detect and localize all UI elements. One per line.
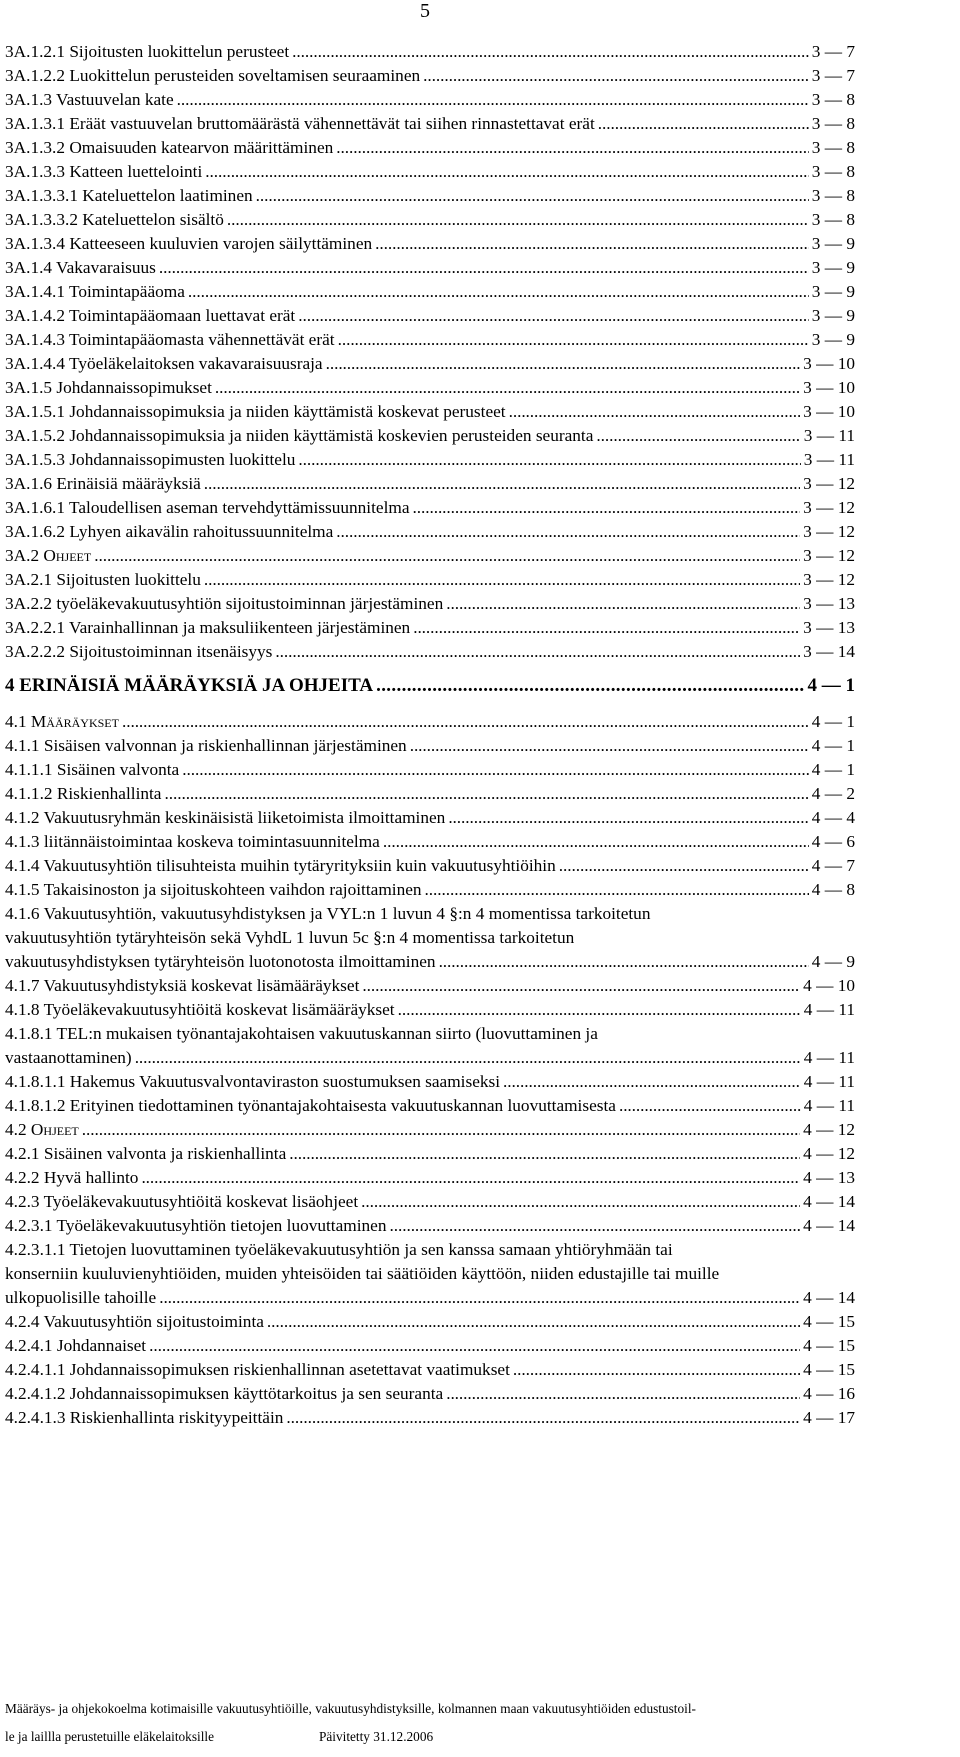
toc-entry[interactable] bbox=[5, 400, 855, 424]
toc-entry-title: 3A.1.4.2 Toimintapääomaan luettavat erät bbox=[5, 306, 296, 325]
page-number: 5 bbox=[420, 0, 430, 22]
toc-entry-page: 4 — 11 bbox=[803, 1048, 855, 1067]
toc-entry-page: 4 — 11 bbox=[803, 1000, 855, 1019]
toc-entry-title: 3A.1.5.3 Johdannaissopimusten luokittelu bbox=[5, 450, 296, 469]
toc-entry[interactable] bbox=[5, 544, 855, 568]
toc-entry-page: 3 — 10 bbox=[803, 378, 855, 397]
toc-entry-page: 3 — 10 bbox=[803, 354, 855, 373]
toc-entry-title: 4.1.8.1.2 Erityinen tiedottaminen työnantajakohtaisesta vakuutuskannan luovuttamisesta bbox=[5, 1096, 616, 1115]
toc-entry-4-1-6[interactable] bbox=[5, 902, 855, 974]
dot-leader bbox=[182, 758, 809, 782]
toc-entry-line: 4.2.3.1.1 Tietojen luovuttaminen työeläkevakuutusyhtiön ja sen kanssa samaan yhtiöryhmään tai bbox=[5, 1240, 673, 1259]
toc-entry-title: 4.2 Ohjeet bbox=[5, 1120, 79, 1139]
toc-entry-page: 4 — 11 bbox=[803, 1072, 855, 1091]
toc-entry-page: 3 — 9 bbox=[811, 330, 855, 349]
dot-leader bbox=[376, 674, 804, 698]
toc-entry-line: vakuutusyhtiön tytäryhteisön sekä VyhdL 1 luvun 5c §:n 4 momentissa tarkoitetun bbox=[5, 928, 575, 947]
toc-entry-title: 4.2.2 Hyvä hallinto bbox=[5, 1168, 139, 1187]
toc-entry[interactable] bbox=[5, 782, 855, 806]
toc-entry-page: 4 — 4 bbox=[811, 808, 855, 827]
toc-entry[interactable] bbox=[5, 806, 855, 830]
toc-entry-title: 3A.2 Ohjeet bbox=[5, 546, 92, 565]
toc-entry-page: 4 — 13 bbox=[803, 1168, 855, 1187]
toc-entry-title: 3A.1.4.3 Toimintapääomasta vähennettävät erät bbox=[5, 330, 335, 349]
toc-entry-title: 3A.1.3.3.1 Kateluettelon laatiminen bbox=[5, 186, 253, 205]
toc-entry-title: 4.1.1.1 Sisäinen valvonta bbox=[5, 760, 180, 779]
dot-leader bbox=[338, 328, 809, 352]
toc-entry-title: 4.2.4.1 Johdannaiset bbox=[5, 1336, 147, 1355]
toc-entry-title: 3A.1.4.4 Työeläkelaitoksen vakavaraisuusraja bbox=[5, 354, 323, 373]
toc-entry-page: 4 — 14 bbox=[803, 1216, 855, 1235]
dot-leader bbox=[448, 806, 808, 830]
toc-entry[interactable] bbox=[5, 568, 855, 592]
toc-entry-page: 4 — 9 bbox=[811, 952, 855, 971]
toc-entry-page: 4 — 10 bbox=[803, 976, 855, 995]
toc-entry-title: 4.2.3.1 Työeläkevakuutusyhtiön tietojen luovuttaminen bbox=[5, 1216, 387, 1235]
toc-entry-page: 3 — 8 bbox=[811, 114, 855, 133]
dot-leader bbox=[215, 376, 800, 400]
toc-entry-4-1-8-1[interactable] bbox=[5, 1022, 855, 1070]
toc-entry[interactable] bbox=[5, 710, 855, 734]
toc-entry-title: 3A.1.5 Johdannaissopimukset bbox=[5, 378, 212, 397]
toc-entry-title: 4.2.4.1.1 Johdannaissopimuksen riskienhallinnan asetettavat vaatimukset bbox=[5, 1360, 510, 1379]
toc-entry-title: 4.1.8 Työeläkevakuutusyhtiöitä koskevat lisämääräykset bbox=[5, 1000, 395, 1019]
dot-leader bbox=[413, 496, 801, 520]
toc-entry-page: 3 — 8 bbox=[811, 186, 855, 205]
toc-section-4-1-7 bbox=[5, 974, 855, 1022]
toc-entry[interactable] bbox=[5, 878, 855, 902]
toc-entry-title: 3A.1.4.1 Toimintapääoma bbox=[5, 282, 185, 301]
dot-leader bbox=[204, 568, 800, 592]
toc-entry[interactable] bbox=[5, 1358, 855, 1382]
dot-leader bbox=[267, 1310, 800, 1334]
toc-entry-title: 3A.1.3.1 Eräät vastuuvelan bruttomäärästä vähennettävät tai siihen rinnastettavat erät bbox=[5, 114, 595, 133]
dot-leader bbox=[177, 88, 809, 112]
dot-leader bbox=[598, 112, 809, 136]
dot-leader bbox=[256, 184, 809, 208]
dot-leader bbox=[275, 640, 800, 664]
toc-entry[interactable] bbox=[5, 1190, 855, 1214]
toc-entry-page: 3 — 14 bbox=[803, 642, 855, 661]
toc-heading-page: 4 — 1 bbox=[807, 675, 855, 696]
toc-entry-line: 4.1.8.1 TEL:n mukaisen työnantajakohtaisen vakuutuskannan siirto (luovuttaminen ja bbox=[5, 1024, 598, 1043]
toc-entry[interactable] bbox=[5, 448, 855, 472]
dot-leader bbox=[446, 592, 800, 616]
toc-section-4-1-8-1-1 bbox=[5, 1070, 855, 1238]
toc-entry-title: 4.1.3 liitännäistoimintaa koskeva toimintasuunnitelma bbox=[5, 832, 380, 851]
toc-entry[interactable] bbox=[5, 616, 855, 640]
toc-entry-page: 3 — 9 bbox=[811, 234, 855, 253]
toc-entry-page: 4 — 1 bbox=[811, 736, 855, 755]
dot-leader bbox=[596, 424, 800, 448]
toc-entry-page: 4 — 7 bbox=[811, 856, 855, 875]
toc-entry[interactable] bbox=[5, 64, 855, 88]
toc-entry-title: 3A.1.6.2 Lyhyen aikavälin rahoitussuunnitelma bbox=[5, 522, 334, 541]
toc-entry-title: 3A.2.1 Sijoitusten luokittelu bbox=[5, 570, 201, 589]
toc-entry-page: 4 — 2 bbox=[811, 784, 855, 803]
toc-entry[interactable] bbox=[5, 328, 855, 352]
dot-leader bbox=[204, 472, 800, 496]
dot-leader bbox=[398, 998, 801, 1022]
toc-section-4-2-4 bbox=[5, 1310, 855, 1430]
toc-entry[interactable] bbox=[5, 232, 855, 256]
dot-leader bbox=[559, 854, 809, 878]
dot-leader bbox=[326, 352, 801, 376]
table-of-contents bbox=[5, 40, 855, 1430]
toc-entry-title: 3A.1.2.1 Sijoitusten luokittelun perusteet bbox=[5, 42, 290, 61]
dot-leader bbox=[619, 1094, 801, 1118]
toc-entry[interactable] bbox=[5, 304, 855, 328]
toc-heading-title: 4 ERINÄISIÄ MÄÄRÄYKSIÄ JA OHJEITA bbox=[5, 675, 374, 696]
toc-heading[interactable] bbox=[5, 674, 855, 700]
toc-entry-title: 3A.1.6 Erinäisiä määräyksiä bbox=[5, 474, 201, 493]
toc-entry-line: 4.1.6 Vakuutusyhtiön, vakuutusyhdistyksen ja VYL:n 1 luvun 4 §:n 4 momentissa tarkoitetun bbox=[5, 904, 651, 923]
toc-entry[interactable] bbox=[5, 1070, 855, 1094]
dot-leader bbox=[383, 830, 809, 854]
dot-leader bbox=[94, 544, 800, 568]
toc-entry-title: 3A.1.3 Vastuuvelan kate bbox=[5, 90, 174, 109]
dot-leader bbox=[425, 878, 809, 902]
toc-entry[interactable] bbox=[5, 256, 855, 280]
toc-entry[interactable] bbox=[5, 1094, 855, 1118]
toc-entry[interactable] bbox=[5, 640, 855, 664]
toc-entry[interactable] bbox=[5, 472, 855, 496]
toc-entry-title: 4.1.1 Sisäisen valvonnan ja riskienhallinnan järjestäminen bbox=[5, 736, 407, 755]
dot-leader bbox=[336, 136, 809, 160]
toc-entry-title: 3A.1.6.1 Taloudellisen aseman tervehdyttämissuunnitelma bbox=[5, 498, 410, 517]
dot-leader bbox=[227, 208, 809, 232]
toc-entry-page: 4 — 12 bbox=[803, 1120, 855, 1139]
dot-leader bbox=[82, 1118, 800, 1142]
dot-leader bbox=[410, 734, 809, 758]
dot-leader bbox=[423, 64, 809, 88]
toc-entry-page: 4 — 15 bbox=[803, 1360, 855, 1379]
toc-entry-page: 3 — 9 bbox=[811, 306, 855, 325]
toc-entry[interactable] bbox=[5, 136, 855, 160]
toc-entry-title: 4.2.3 Työeläkevakuutusyhtiöitä koskevat lisäohjeet bbox=[5, 1192, 359, 1211]
dot-leader bbox=[439, 950, 809, 974]
toc-entry[interactable] bbox=[5, 208, 855, 232]
toc-entry[interactable] bbox=[5, 1166, 855, 1190]
toc-entry[interactable] bbox=[5, 830, 855, 854]
toc-entry[interactable] bbox=[5, 1382, 855, 1406]
toc-entry-title: 4.2.4 Vakuutusyhtiön sijoitustoiminta bbox=[5, 1312, 264, 1331]
dot-leader bbox=[509, 400, 801, 424]
dot-leader bbox=[336, 520, 800, 544]
toc-entry-page: 4 — 14 bbox=[803, 1288, 855, 1307]
dot-leader bbox=[159, 1286, 800, 1310]
toc-entry-title: 4.2.4.1.3 Riskienhallinta riskityypeittäin bbox=[5, 1408, 284, 1427]
toc-entry-title: 3A.1.3.4 Katteeseen kuuluvien varojen säilyttäminen bbox=[5, 234, 373, 253]
toc-entry-title: 4.1.4 Vakuutusyhtiön tilisuhteista muihin tytäryrityksiin kuin vakuutusyhtiöihin bbox=[5, 856, 556, 875]
toc-entry[interactable] bbox=[5, 88, 855, 112]
toc-entry-line: vastaanottaminen) bbox=[5, 1048, 132, 1067]
toc-entry-title: 4.1.5 Takaisinoston ja sijoituskohteen vaihdon rajoittaminen bbox=[5, 880, 422, 899]
toc-entry-title: 3A.1.2.2 Luokittelun perusteiden soveltamisen seuraaminen bbox=[5, 66, 421, 85]
dot-leader bbox=[159, 256, 809, 280]
toc-entry-page: 3 — 12 bbox=[803, 474, 855, 493]
dot-leader bbox=[375, 232, 809, 256]
toc-entry[interactable] bbox=[5, 376, 855, 400]
toc-section-3a bbox=[5, 40, 855, 664]
toc-entry-line: vakuutusyhdistyksen tytäryhteisön luotonotosta ilmoittaminen bbox=[5, 952, 436, 971]
toc-entry[interactable] bbox=[5, 998, 855, 1022]
toc-entry-title: 3A.2.2.1 Varainhallinnan ja maksuliikenteen järjestäminen bbox=[5, 618, 411, 637]
toc-entry[interactable] bbox=[5, 1334, 855, 1358]
toc-entry[interactable] bbox=[5, 352, 855, 376]
toc-entry[interactable] bbox=[5, 424, 855, 448]
toc-entry-page: 3 — 7 bbox=[811, 66, 855, 85]
toc-entry[interactable] bbox=[5, 1142, 855, 1166]
toc-entry-title: 3A.1.3.3.2 Kateluettelon sisältö bbox=[5, 210, 224, 229]
dot-leader bbox=[513, 1358, 800, 1382]
toc-entry[interactable] bbox=[5, 734, 855, 758]
toc-entry-title: 3A.1.3.3 Katteen luettelointi bbox=[5, 162, 203, 181]
footer-line-1: Määräys- ja ohjekokoelma kotimaisille vakuutusyhtiöille, vakuutusyhdistyksille, kolmannen maan vakuutusyhtiöiden edustustoil- bbox=[5, 1701, 696, 1716]
toc-entry-page: 3 — 9 bbox=[811, 282, 855, 301]
toc-entry-page: 4 — 12 bbox=[803, 1144, 855, 1163]
dot-leader bbox=[188, 280, 809, 304]
dot-leader bbox=[298, 304, 809, 328]
toc-entry-title: 4.2.1 Sisäinen valvonta ja riskienhallinta bbox=[5, 1144, 287, 1163]
toc-entry-page: 4 — 6 bbox=[811, 832, 855, 851]
toc-entry-page: 3 — 12 bbox=[803, 498, 855, 517]
toc-entry[interactable] bbox=[5, 40, 855, 64]
toc-entry-title: 4.1.8.1.1 Hakemus Vakuutusvalvontaviraston suostumuksen saamiseksi bbox=[5, 1072, 501, 1091]
toc-entry-line: ulkopuolisille tahoille bbox=[5, 1288, 157, 1307]
dot-leader bbox=[164, 782, 808, 806]
toc-entry-title: 3A.1.5.1 Johdannaissopimuksia ja niiden käyttämistä koskevat perusteet bbox=[5, 402, 506, 421]
toc-entry-title: 3A.1.5.2 Johdannaissopimuksia ja niiden käyttämistä koskevien perusteiden seuranta bbox=[5, 426, 594, 445]
toc-entry-page: 3 — 12 bbox=[803, 546, 855, 565]
toc-entry[interactable] bbox=[5, 160, 855, 184]
toc-entry[interactable] bbox=[5, 496, 855, 520]
toc-entry-page: 3 — 11 bbox=[803, 426, 855, 445]
toc-entry-page: 3 — 8 bbox=[811, 90, 855, 109]
dot-leader bbox=[292, 40, 809, 64]
toc-entry-title: 3A.2.2.2 Sijoitustoiminnan itsenäisyys bbox=[5, 642, 273, 661]
toc-entry-page: 3 — 12 bbox=[803, 522, 855, 541]
toc-entry-title: 4.2.4.1.2 Johdannaissopimuksen käyttötarkoitus ja sen seuranta bbox=[5, 1384, 444, 1403]
dot-leader bbox=[361, 1190, 800, 1214]
footer-updated-date: Päivitetty 31.12.2006 bbox=[318, 1729, 434, 1744]
toc-entry-page: 4 — 17 bbox=[803, 1408, 855, 1427]
toc-entry-page: 3 — 10 bbox=[803, 402, 855, 421]
toc-entry[interactable] bbox=[5, 1310, 855, 1334]
toc-entry-title: 3A.2.2 työeläkevakuutusyhtiön sijoitustoiminnan järjestäminen bbox=[5, 594, 444, 613]
toc-entry-line: konserniin kuuluvienyhtiöiden, muiden yhteisöiden tai säätiöiden käyttöön, niiden edustajille tai muille bbox=[5, 1264, 720, 1283]
footer-line-2: le ja laillla perustetuille eläkelaitoksille bbox=[5, 1729, 214, 1744]
page-footer bbox=[5, 1695, 855, 1751]
toc-entry[interactable] bbox=[5, 112, 855, 136]
toc-entry[interactable] bbox=[5, 974, 855, 998]
toc-entry-page: 4 — 1 bbox=[811, 712, 855, 731]
dot-leader bbox=[446, 1382, 800, 1406]
dot-leader bbox=[298, 448, 800, 472]
dot-leader bbox=[413, 616, 800, 640]
dot-leader bbox=[122, 710, 809, 734]
toc-entry-page: 3 — 7 bbox=[811, 42, 855, 61]
toc-entry-page: 3 — 11 bbox=[803, 450, 855, 469]
dot-leader bbox=[141, 1166, 800, 1190]
toc-entry-page: 4 — 11 bbox=[803, 1096, 855, 1115]
toc-entry-title: 4.1 Määräykset bbox=[5, 712, 119, 731]
toc-entry-page: 3 — 13 bbox=[803, 594, 855, 613]
dot-leader bbox=[135, 1046, 801, 1070]
dot-leader bbox=[389, 1214, 800, 1238]
toc-entry-page: 3 — 9 bbox=[811, 258, 855, 277]
toc-entry-page: 3 — 8 bbox=[811, 210, 855, 229]
dot-leader bbox=[503, 1070, 801, 1094]
toc-entry-page: 4 — 15 bbox=[803, 1312, 855, 1331]
toc-entry[interactable] bbox=[5, 520, 855, 544]
dot-leader bbox=[149, 1334, 800, 1358]
toc-entry-page: 4 — 15 bbox=[803, 1336, 855, 1355]
toc-section-4-1 bbox=[5, 710, 855, 902]
toc-entry-title: 4.1.2 Vakuutusryhmän keskinäisistä liiketoimista ilmoittaminen bbox=[5, 808, 446, 827]
toc-entry[interactable] bbox=[5, 184, 855, 208]
dot-leader bbox=[362, 974, 800, 998]
dot-leader bbox=[286, 1406, 800, 1430]
toc-entry-title: 4.1.7 Vakuutusyhdistyksiä koskevat lisämääräykset bbox=[5, 976, 360, 995]
toc-entry-4-2-3-1-1[interactable] bbox=[5, 1238, 855, 1310]
toc-entry-page: 4 — 8 bbox=[811, 880, 855, 899]
toc-entry-page: 4 — 14 bbox=[803, 1192, 855, 1211]
toc-entry-title: 4.1.1.2 Riskienhallinta bbox=[5, 784, 162, 803]
toc-entry-page: 3 — 8 bbox=[811, 162, 855, 181]
toc-entry[interactable] bbox=[5, 592, 855, 616]
toc-entry-title: 3A.1.4 Vakavaraisuus bbox=[5, 258, 156, 277]
toc-entry-page: 4 — 1 bbox=[811, 760, 855, 779]
toc-entry[interactable] bbox=[5, 280, 855, 304]
toc-entry-page: 4 — 16 bbox=[803, 1384, 855, 1403]
dot-leader bbox=[205, 160, 809, 184]
toc-entry[interactable] bbox=[5, 1118, 855, 1142]
toc-entry[interactable] bbox=[5, 1214, 855, 1238]
toc-entry[interactable] bbox=[5, 854, 855, 878]
toc-entry-title: 3A.1.3.2 Omaisuuden katearvon määrittäminen bbox=[5, 138, 334, 157]
toc-entry-page: 3 — 13 bbox=[803, 618, 855, 637]
toc-entry-page: 3 — 8 bbox=[811, 138, 855, 157]
toc-entry[interactable] bbox=[5, 1406, 855, 1430]
dot-leader bbox=[289, 1142, 800, 1166]
toc-entry-page: 3 — 12 bbox=[803, 570, 855, 589]
toc-entry[interactable] bbox=[5, 758, 855, 782]
